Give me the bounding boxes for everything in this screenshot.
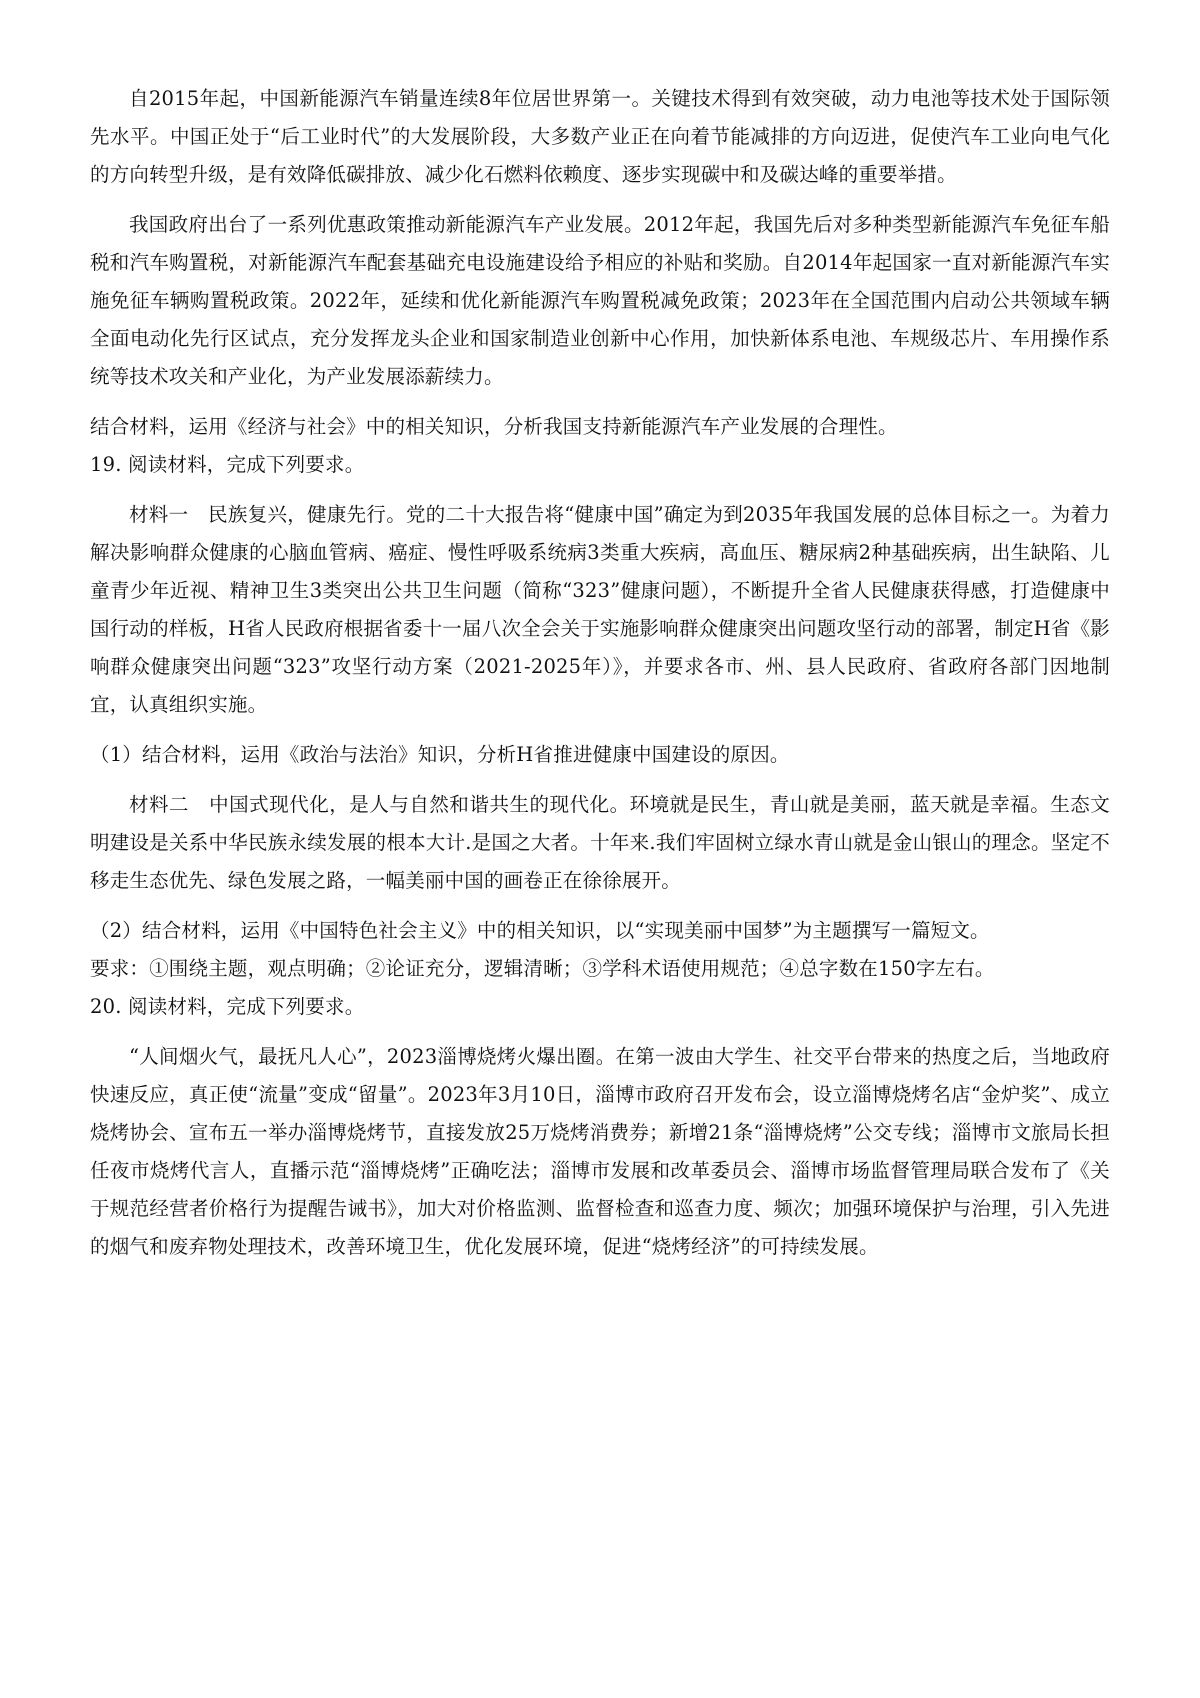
question-18-prompt: 结合材料，运用《经济与社会》中的相关知识，分析我国支持新能源汽车产业发展的合理性。 [90, 415, 898, 438]
document-page [90, 80, 1110, 1278]
material-one-paragraph: 材料一 民族复兴，健康先行。党的二十大报告将“健康中国”确定为到2035年我国发展的总体目标之一。为着力解决影响群众健康的心脑血管病、癌症、慢性呼吸系统病3类重大疾病，高血压、糖尿病2种基础疾病，出生缺陷、儿童青少年近视、精神卫生3类突出公共卫生问题（简称“323”健康问题），不断提升全省人民健康获得感，打造健康中国行动的样板，H省人民政府根据省委十一届八次全会关于实施影响群众健康突出问题攻坚行动的部署，制定H省《影响群众健康突出问题“323”攻坚行动方案（2021-2025年）》，并要求各市、州、县人民政府、省政府各部门因地制宜，认真组织实施。 [90, 503, 1110, 716]
material-two-paragraph: 材料二 中国式现代化，是人与自然和谐共生的现代化。环境就是民生，青山就是美丽，蓝天就是幸福。生态文明建设是关系中华民族永续发展的根本大计.是国之大者。十年来.我们牢固树立绿水青山就是金山银山的理念。坚定不移走生态优先、绿色发展之路，一幅美丽中国的画卷正在徐徐展开。 [90, 793, 1110, 892]
zibo-bbq-paragraph: “人间烟火气，最抚凡人心”，2023淄博烧烤火爆出圈。在第一波由大学生、社交平台带来的热度之后，当地政府快速反应，真正使“流量”变成“留量”。2023年3月10日，淄博市政府召开发布会，设立淄博烧烤名店“金炉奖”、成立烧烤协会、宣布五一举办淄博烧烤节，直接发放25万烧烤消费券；新增21条“淄博烧烤”公交专线；淄博市文旅局长担任夜市烧烤代言人，直播示范“淄博烧烤”正确吃法；淄博市发展和改革委员会、淄博市场监督管理局联合发布了《关于规范经营者价格行为提醒告诫书》，加大对价格监测、监督检查和巡查力度、频次；加强环境保护与治理，引入先进的烟气和废弃物处理技术，改善环境卫生，优化发展环境，促进“烧烤经济”的可持续发展。 [90, 1045, 1110, 1258]
essay-requirements: 要求：①围绕主题，观点明确；②论证充分，逻辑清晰；③学科术语使用规范；④总字数在150字左右。 [90, 957, 995, 980]
question-20-heading: 20. 阅读材料，完成下列要求。 [90, 995, 365, 1018]
paragraph-new-energy-vehicles-intro: 自2015年起，中国新能源汽车销量连续8年位居世界第一。关键技术得到有效突破，动力电池等技术处于国际领先水平。中国正处于“后工业时代”的大发展阶段，大多数产业正在向着节能减排的方向迈进，促使汽车工业向电气化的方向转型升级，是有效降低碳排放、减少化石燃料依赖度、逐步实现碳中和及碳达峰的重要举措。 [90, 87, 1110, 186]
question-19-part-1: （1）结合材料，运用《政治与法治》知识，分析H省推进健康中国建设的原因。 [90, 743, 790, 766]
question-19-part-2: （2）结合材料，运用《中国特色社会主义》中的相关知识，以“实现美丽中国梦”为主题撰写一篇短文。 [90, 919, 990, 942]
question-19-heading: 19. 阅读材料，完成下列要求。 [90, 453, 365, 476]
paragraph-government-policies: 我国政府出台了一系列优惠政策推动新能源汽车产业发展。2012年起，我国先后对多种类型新能源汽车免征车船税和汽车购置税，对新能源汽车配套基础充电设施建设给予相应的补贴和奖励。自2014年起国家一直对新能源汽车实施免征车辆购置税政策。2022年，延续和优化新能源汽车购置税减免政策；2023年在全国范围内启动公共领域车辆全面电动化先行区试点，充分发挥龙头企业和国家制造业创新中心作用，加快新体系电池、车规级芯片、车用操作系统等技术攻关和产业化，为产业发展添薪续力。 [90, 213, 1110, 388]
